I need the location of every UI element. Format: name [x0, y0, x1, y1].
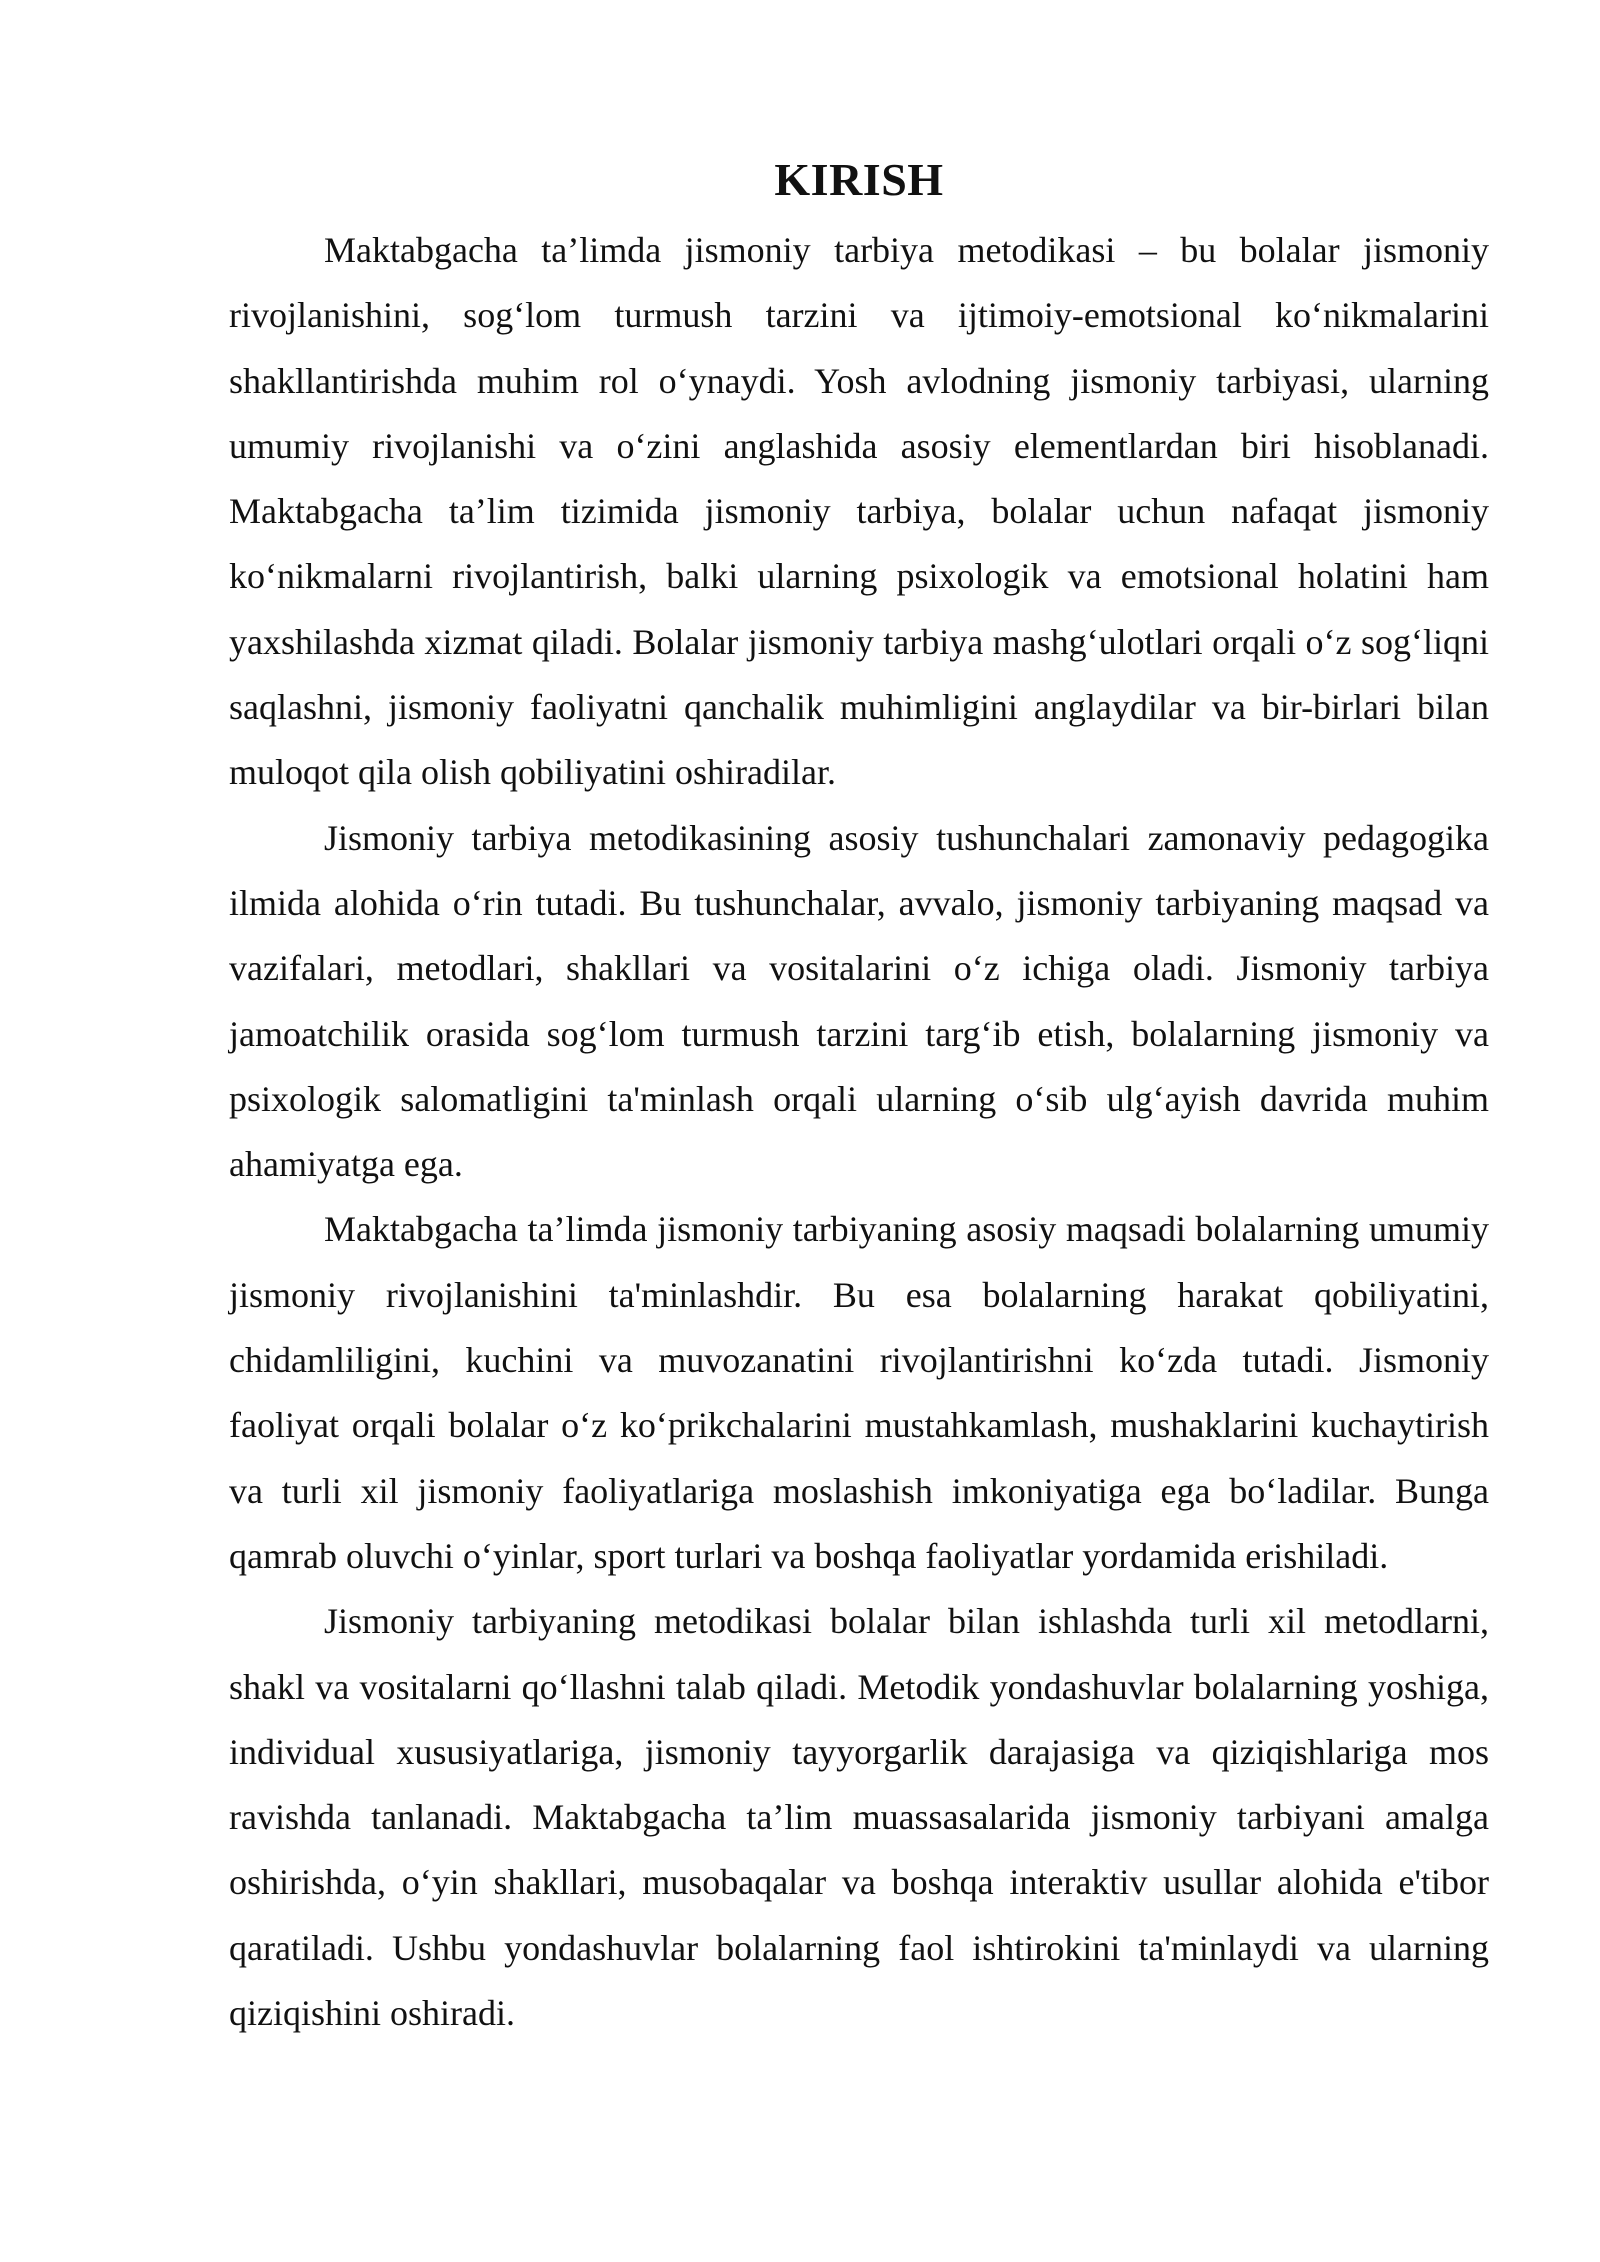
- document-body: [229, 150, 1489, 2046]
- paragraph-3: Maktabgacha ta’limda jismoniy tarbiyaning asosiy maqsadi bolalarning umumiy jismoniy rivojlanishini ta'minlashdir. Bu esa bolalarning harakat qobiliyatini, chidamliligini, kuchini va muvozanatini rivojlantirishni ko‘zda tutadi. Jismoniy faoliyat orqali bolalar o‘z ko‘prikchalarini mustahkamlash, mushaklarini kuchaytirish va turli xil jismoniy faoliyatlariga moslashish imkoniyatiga ega bo‘ladilar. Bunga qamrab oluvchi o‘yinlar, sport turlari va boshqa faoliyatlar yordamida erishiladi.: [229, 1209, 1489, 1576]
- page-title: KIRISH: [774, 154, 944, 205]
- paragraph-4: Jismoniy tarbiyaning metodikasi bolalar bilan ishlashda turli xil metodlarni, shakl va vositalarni qo‘llashni talab qiladi. Metodik yondashuvlar bolalarning yoshiga, individual xususiyatlariga, jismoniy tayyorgarlik darajasiga va qiziqishlariga mos ravishda tanlanadi. Maktabgacha ta’lim muassasalarida jismoniy tarbiyani amalga oshirishda, o‘yin shakllari, musobaqalar va boshqa interaktiv usullar alohida e'tibor qaratiladi. Ushbu yondashuvlar bolalarning faol ishtirokini ta'minlaydi va ularning qiziqishini oshiradi.: [229, 1601, 1489, 2034]
- paragraph-2: Jismoniy tarbiya metodikasining asosiy tushunchalari zamonaviy pedagogika ilmida alohida o‘rin tutadi. Bu tushunchalar, avvalo, jismoniy tarbiyaning maqsad va vazifalari, metodlari, shakllari va vositalarini o‘z ichiga oladi. Jismoniy tarbiya jamoatchilik orasida sog‘lom turmush tarzini targ‘ib etish, bolalarning jismoniy va psixologik salomatligini ta'minlash orqali ularning o‘sib ulg‘ayish davrida muhim ahamiyatga ega.: [229, 817, 1489, 1185]
- paragraph-1: Maktabgacha ta’limda jismoniy tarbiya metodikasi – bu bolalar jismoniy rivojlanishini, sog‘lom turmush tarzini va ijtimoiy-emotsional ko‘nikmalarini shakllantirishda muhim rol o‘ynaydi. Yosh avlodning jismoniy tarbiyasi, ularning umumiy rivojlanishi va o‘zini anglashida asosiy elementlardan biri hisoblanadi. Maktabgacha ta’lim tizimida jismoniy tarbiya, bolalar uchun nafaqat jismoniy ko‘nikmalarni rivojlantirish, balki ularning psixologik va emotsional holatini ham yaxshilashda xizmat qiladi. Bolalar jismoniy tarbiya mashg‘ulotlari orqali o‘z sog‘liqni saqlashni, jismoniy faoliyatni qanchalik muhimligini anglaydilar va bir-birlari bilan muloqot qila olish qobiliyatini oshiradilar.: [229, 230, 1489, 793]
